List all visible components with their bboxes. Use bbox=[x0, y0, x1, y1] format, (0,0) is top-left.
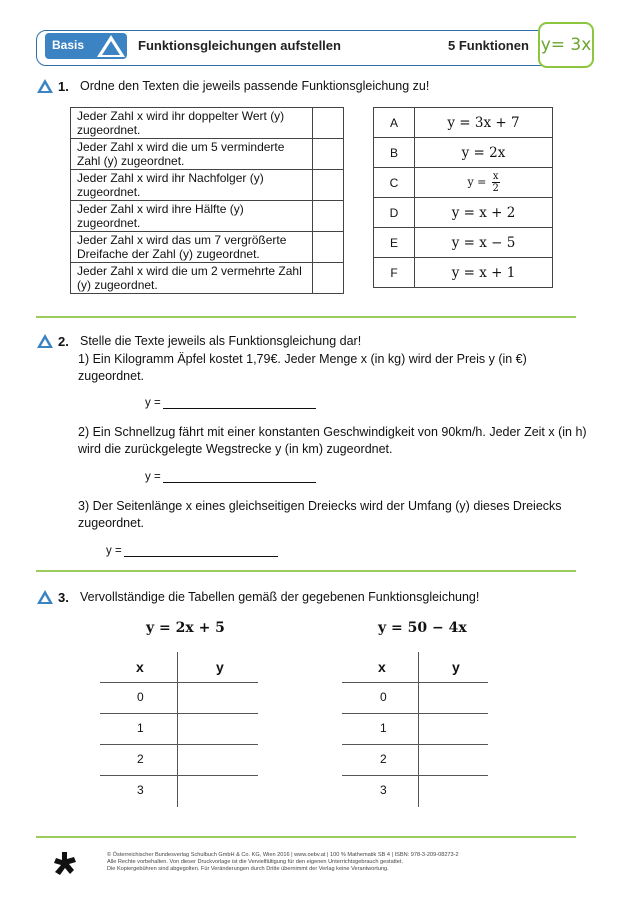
answer-box[interactable] bbox=[313, 170, 344, 201]
table-row bbox=[71, 108, 344, 139]
table-row bbox=[71, 139, 344, 170]
triangle-icon bbox=[37, 334, 53, 348]
equation-cell: y = x + 2 bbox=[415, 198, 553, 228]
text-cell: Jeder Zahl x wird ihr Nachfolger (y) zugeordnet. bbox=[71, 170, 313, 201]
table2-x-value: 3 bbox=[380, 783, 387, 797]
table1-y-input[interactable] bbox=[180, 777, 256, 805]
section-divider bbox=[36, 316, 576, 318]
table1-y-input[interactable] bbox=[180, 684, 256, 712]
table1-col-x: x bbox=[136, 659, 144, 675]
equation-cell: y = x − 5 bbox=[415, 228, 553, 258]
table2-rule bbox=[342, 682, 488, 683]
answer-box[interactable] bbox=[313, 201, 344, 232]
chapter-label: 5 Funktionen bbox=[448, 38, 529, 53]
triangle-icon bbox=[37, 590, 53, 604]
footer-line: Alle Rechte vorbehalten. Von dieser Druckvorlage ist die Vervielfältigung für den eigenen Unterrichtsgebrauch gestattet. bbox=[107, 859, 404, 865]
formula-badge: y= 3x bbox=[538, 22, 594, 68]
task2-item-2 bbox=[78, 424, 608, 458]
answer-box[interactable] bbox=[313, 139, 344, 170]
table1-col-y: y bbox=[216, 659, 224, 675]
item-text: wird die zurückgelegte Wegstrecke y (in km) zugeordnet. bbox=[78, 442, 393, 456]
table1-divider bbox=[177, 652, 178, 807]
table1-rule bbox=[100, 713, 258, 714]
task2-item-3 bbox=[78, 498, 598, 532]
table1-x-value: 0 bbox=[137, 690, 144, 704]
task3-number: 3. bbox=[58, 590, 69, 605]
basis-triangle-icon bbox=[95, 33, 127, 59]
answer-box[interactable] bbox=[313, 108, 344, 139]
worksheet-title: Funktionsgleichungen aufstellen bbox=[138, 38, 341, 53]
text-cell: Jeder Zahl x wird ihre Hälfte (y) zugeordnet. bbox=[71, 201, 313, 232]
answer-line[interactable] bbox=[163, 481, 316, 483]
table2-rule bbox=[342, 775, 488, 776]
table2-col-x: x bbox=[378, 659, 386, 675]
equation-cell: y = x + 1 bbox=[415, 258, 553, 288]
table-row bbox=[71, 170, 344, 201]
task3-prompt: Vervollständige die Tabellen gemäß der gegebenen Funktionsgleichung! bbox=[80, 590, 480, 604]
table1-rule bbox=[100, 775, 258, 776]
equation-label: A bbox=[374, 108, 415, 138]
task2-prompt: Stelle die Texte jeweils als Funktionsgleichung dar! bbox=[80, 334, 362, 348]
item-text: zugeordnet. bbox=[78, 369, 145, 383]
table2-x-value: 0 bbox=[380, 690, 387, 704]
answer-box[interactable] bbox=[313, 263, 344, 294]
table2-rule bbox=[342, 713, 488, 714]
equation-cell: y = 2x bbox=[415, 138, 553, 168]
equation-label: C bbox=[374, 168, 415, 198]
equation-cell: y = 3x + 7 bbox=[415, 108, 553, 138]
puzzle-logo-icon bbox=[52, 851, 78, 877]
table-row bbox=[374, 198, 553, 228]
basis-label: Basis bbox=[52, 38, 85, 52]
task1-equation-table bbox=[373, 107, 553, 288]
table-row bbox=[374, 168, 553, 198]
fraction-numerator: x bbox=[492, 171, 499, 182]
table1-equation: y = 2x + 5 bbox=[146, 620, 225, 636]
answer-prefix: y = bbox=[145, 397, 161, 409]
table2-rule bbox=[342, 744, 488, 745]
table2-y-input[interactable] bbox=[421, 777, 487, 805]
equation-label: D bbox=[374, 198, 415, 228]
footer-line: Die Kopiergebühren sind abgegolten. Für Veränderungen durch Dritte übernimmt der Verlag keine Verantwortung. bbox=[107, 866, 389, 872]
equation-lhs: y = bbox=[467, 175, 487, 189]
table-row bbox=[71, 201, 344, 232]
table1-y-input[interactable] bbox=[180, 715, 256, 743]
answer-line[interactable] bbox=[163, 407, 316, 409]
text-cell: Jeder Zahl x wird ihr doppelter Wert (y) zugeordnet. bbox=[71, 108, 313, 139]
task2-item-1 bbox=[78, 351, 598, 385]
text-cell: Jeder Zahl x wird die um 2 vermehrte Zahl (y) zugeordnet. bbox=[71, 263, 313, 294]
task2-number: 2. bbox=[58, 334, 69, 349]
table1-y-input[interactable] bbox=[180, 746, 256, 774]
task1-number: 1. bbox=[58, 79, 69, 94]
answer-box[interactable] bbox=[313, 232, 344, 263]
equation-label: B bbox=[374, 138, 415, 168]
answer-line[interactable] bbox=[124, 555, 278, 557]
answer-prefix: y = bbox=[106, 545, 122, 557]
table2-y-input[interactable] bbox=[421, 684, 487, 712]
task1-prompt: Ordne den Texten die jeweils passende Funktionsgleichung zu! bbox=[80, 79, 430, 93]
table-row bbox=[374, 138, 553, 168]
footer-line: © Österreichischer Bundesverlag Schulbuch GmbH & Co. KG, Wien 2016 | www.oebv.at | 100 % Mathematik SB 4 | ISBN: 978-3-209-08273-2 bbox=[107, 852, 459, 858]
table2-x-value: 1 bbox=[380, 721, 387, 735]
triangle-icon bbox=[37, 79, 53, 93]
section-divider bbox=[36, 570, 576, 572]
text-cell: Jeder Zahl x wird das um 7 vergrößerte Dreifache der Zahl (y) zugeordnet. bbox=[71, 232, 313, 263]
table2-x-value: 2 bbox=[380, 752, 387, 766]
table-row bbox=[374, 258, 553, 288]
table1-x-value: 2 bbox=[137, 752, 144, 766]
fraction-denominator: 2 bbox=[492, 183, 499, 194]
task1-text-table bbox=[70, 107, 344, 294]
item-text: 3) Der Seitenlänge x eines gleichseitigen Dreiecks wird der Umfang (y) dieses Dreiecks bbox=[78, 499, 562, 513]
table2-y-input[interactable] bbox=[421, 746, 487, 774]
table1-rule bbox=[100, 682, 258, 683]
table-row bbox=[71, 263, 344, 294]
table1-x-value: 1 bbox=[137, 721, 144, 735]
table2-col-y: y bbox=[452, 659, 460, 675]
footer-copyright bbox=[107, 852, 577, 873]
table-row bbox=[374, 228, 553, 258]
text-cell: Jeder Zahl x wird die um 5 verminderte Zahl (y) zugeordnet. bbox=[71, 139, 313, 170]
section-divider bbox=[36, 836, 576, 838]
table2-divider bbox=[418, 652, 419, 807]
table1-x-value: 3 bbox=[137, 783, 144, 797]
equation-label: F bbox=[374, 258, 415, 288]
answer-prefix: y = bbox=[145, 471, 161, 483]
equation-cell bbox=[415, 168, 553, 198]
table2-y-input[interactable] bbox=[421, 715, 487, 743]
table-row bbox=[71, 232, 344, 263]
table2-equation: y = 50 − 4x bbox=[378, 620, 467, 636]
item-text: 2) Ein Schnellzug fährt mit einer konstanten Geschwindigkeit von 90km/h. Jeder Zeit x (in h) bbox=[78, 425, 587, 439]
table-row bbox=[374, 108, 553, 138]
fraction bbox=[492, 171, 500, 194]
item-text: zugeordnet. bbox=[78, 516, 145, 530]
table1-rule bbox=[100, 744, 258, 745]
equation-label: E bbox=[374, 228, 415, 258]
item-text: 1) Ein Kilogramm Äpfel kostet 1,79€. Jeder Menge x (in kg) wird der Preis y (in €) bbox=[78, 352, 527, 366]
